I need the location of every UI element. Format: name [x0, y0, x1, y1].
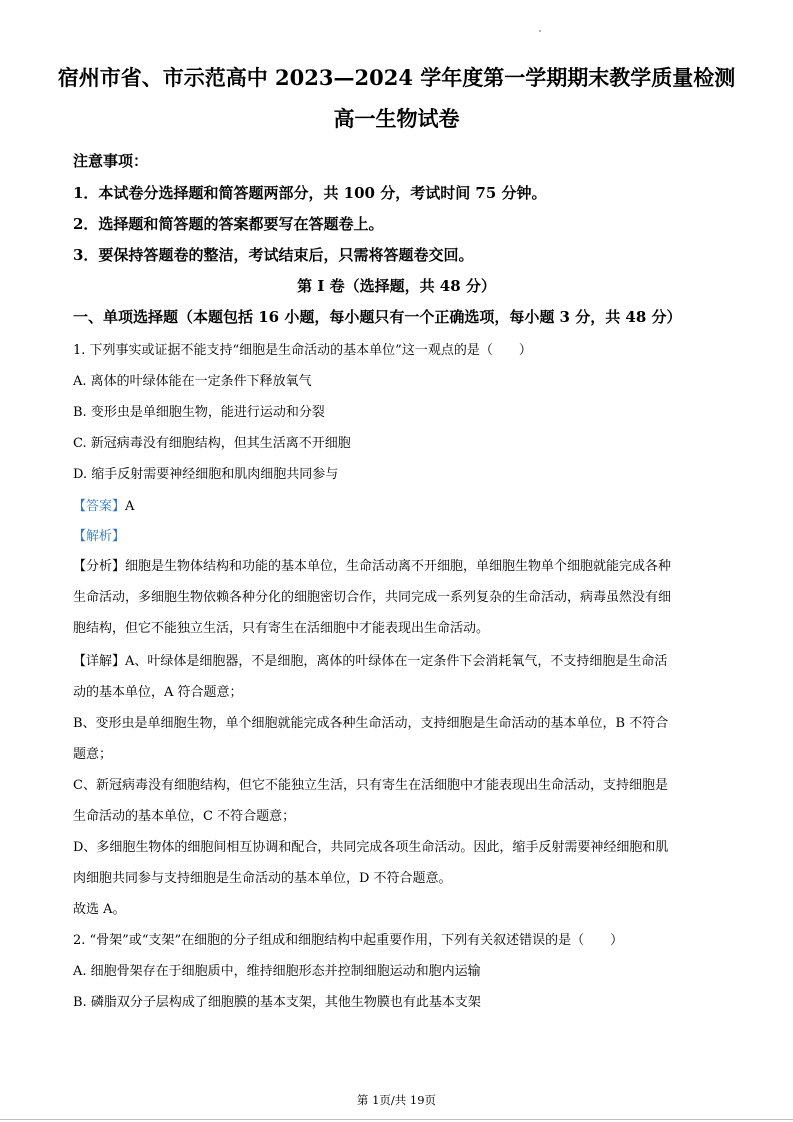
- analysis-line: 题意；: [73, 747, 113, 762]
- page-number: 第 1页/共 19页: [356, 1093, 437, 1107]
- analysis-line: D、多细胞生物体的细胞间相互协调和配合，共同完成各项生命活动。因此，缩手反射需要神经细胞和肌: [73, 840, 669, 855]
- question-2-option-b: B. 磷脂双分子层构成了细胞膜的基本支架，其他生物膜也有此基本支架: [73, 995, 481, 1010]
- answer-value: A: [125, 499, 135, 514]
- analysis-line: 【分析】细胞是生物体结构和功能的基本单位，生命活动离不开细胞，单细胞生物单个细胞就能完成各种: [73, 559, 672, 574]
- analysis-line: B、变形虫是单细胞生物，单个细胞就能完成各种生命活动，支持细胞是生命活动的基本单位，B 不符合: [73, 716, 669, 731]
- analysis-line: 胞结构，但它不能独立生活，只有寄生在活细胞中才能表现出生命活动。: [73, 621, 490, 636]
- notes-item: 2．选择题和简答题的答案都要写在答题卷上。: [73, 215, 384, 233]
- analysis-line: C、新冠病毒没有细胞结构，但它不能独立生活，只有寄生在活细胞中才能表现出生命活动，支持细胞是: [73, 778, 668, 793]
- question-2-stem: 2. “骨架”或“支架”在细胞的分子组成和细胞结构中起重要作用，下列有关叙述错误的是（ ）: [73, 933, 624, 948]
- analysis-line: 生命活动的基本单位，C 不符合题意；: [73, 809, 296, 824]
- analysis-line: 肉细胞共同参与支持细胞是生命活动的基本单位，D 不符合题意。: [73, 871, 452, 886]
- answer-line: [73, 495, 134, 514]
- question-1-option-b: B. 变形虫是单细胞生物，能进行运动和分裂: [73, 405, 325, 420]
- analysis-line: 【详解】A、叶绿体是细胞器，不是细胞，离体的叶绿体在一定条件下会消耗氧气，不支持细胞是生命活: [73, 654, 668, 669]
- notes-heading: 注意事项：: [73, 152, 149, 170]
- analysis-line: 生命活动，多细胞生物依赖各种分化的细胞密切合作，共同完成一系列复杂的生命活动，病毒虽然没有细: [73, 590, 672, 605]
- exam-subtitle: 高一生物试卷: [333, 106, 460, 131]
- speck-mark: [539, 30, 541, 32]
- question-2-option-a: A. 细胞骨架存在于细胞质中，维持细胞形态并控制细胞运动和胞内运输: [73, 964, 481, 979]
- part-heading: 一、单项选择题（本题包括 16 小题，每小题只有一个正确选项，每小题 3 分，共 48 分）: [73, 308, 682, 326]
- bottom-divider: [0, 1119, 793, 1120]
- question-1-option-d: D. 缩手反射需要神经细胞和肌肉细胞共同参与: [73, 467, 339, 482]
- analysis-tag: 【解析】: [73, 529, 126, 544]
- section-title: 第 I 卷（选择题，共 48 分）: [297, 277, 496, 295]
- analysis-line: 动的基本单位，A 符合题意；: [73, 685, 243, 700]
- answer-tag: 【答案】: [73, 499, 126, 514]
- notes-item: 1．本试卷分选择题和简答题两部分，共 100 分，考试时间 75 分钟。: [73, 184, 547, 202]
- analysis-line: 故选 A。: [73, 902, 126, 917]
- exam-title: 宿州市省、市示范高中 2023—2024 学年度第一学期期末教学质量检测: [57, 65, 736, 90]
- notes-item: 3．要保持答题卷的整洁，考试结束后，只需将答题卷交回。: [73, 246, 474, 264]
- question-1-option-a: A. 离体的叶绿体能在一定条件下释放氧气: [73, 374, 312, 389]
- question-1-option-c: C. 新冠病毒没有细胞结构，但其生活离不开细胞: [73, 436, 351, 451]
- question-1-stem: 1. 下列事实或证据不能支持“细胞是生命活动的基本单位”这一观点的是（ ）: [73, 343, 532, 358]
